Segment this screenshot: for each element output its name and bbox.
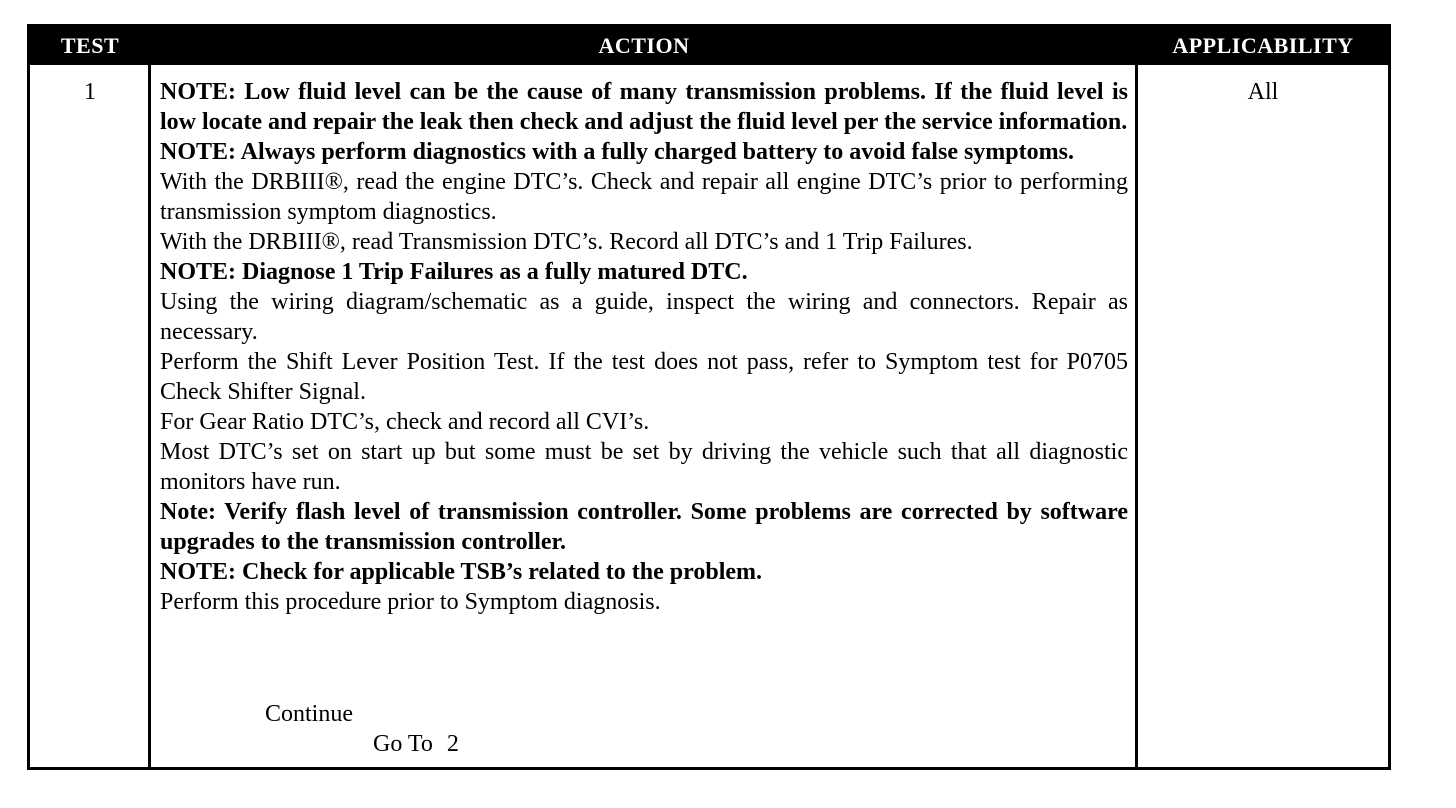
continue-label: Continue [265,701,353,727]
action-line: With the DRBIII®, read the engine DTC’s. Check and repair all engine DTC’s prior to performing transmission symptom diagnostics. [160,169,1128,225]
action-line: Perform this procedure prior to Symptom diagnosis. [160,589,661,615]
column-divider-2 [1135,65,1138,767]
header-test: TEST [60,33,120,58]
test-number: 1 [84,79,96,105]
applicability-value: All [1247,79,1279,105]
diagnostic-table [27,24,1391,770]
action-line: Most DTC’s set on start up but some must be set by driving the vehicle such that all diagnostic monitors have run. [160,439,1128,495]
header-action: ACTION [598,33,690,58]
action-line: Using the wiring diagram/schematic as a guide, inspect the wiring and connectors. Repair as necessary. [160,289,1128,345]
action-line: With the DRBIII®, read Transmission DTC’s. Record all DTC’s and 1 Trip Failures. [160,229,973,255]
column-divider-1 [148,65,151,767]
goto-label: Go To [373,731,433,757]
action-line: NOTE: Low fluid level can be the cause of many transmission problems. If the fluid level is low locate and repair the leak then check and adjust the fluid level per the service information. [160,79,1128,135]
action-cell [160,77,1128,617]
action-line: NOTE: Always perform diagnostics with a fully charged battery to avoid false symptoms. [160,139,1074,165]
goto-target: 2 [446,731,459,757]
action-line: Perform the Shift Lever Position Test. If the test does not pass, refer to Symptom test for P0705 Check Shifter Signal. [160,349,1128,405]
action-line: NOTE: Check for applicable TSB’s related to the problem. [160,559,763,585]
action-line: Note: Verify flash level of transmission controller. Some problems are corrected by software upgrades to the transmission controller. [160,499,1128,555]
goto-instruction [373,729,459,759]
action-line: For Gear Ratio DTC’s, check and record all CVI’s. [160,409,650,435]
table-header-row [30,27,1388,65]
action-line: NOTE: Diagnose 1 Trip Failures as a fully matured DTC. [160,259,748,285]
header-applicability: APPLICABILITY [1172,33,1354,58]
